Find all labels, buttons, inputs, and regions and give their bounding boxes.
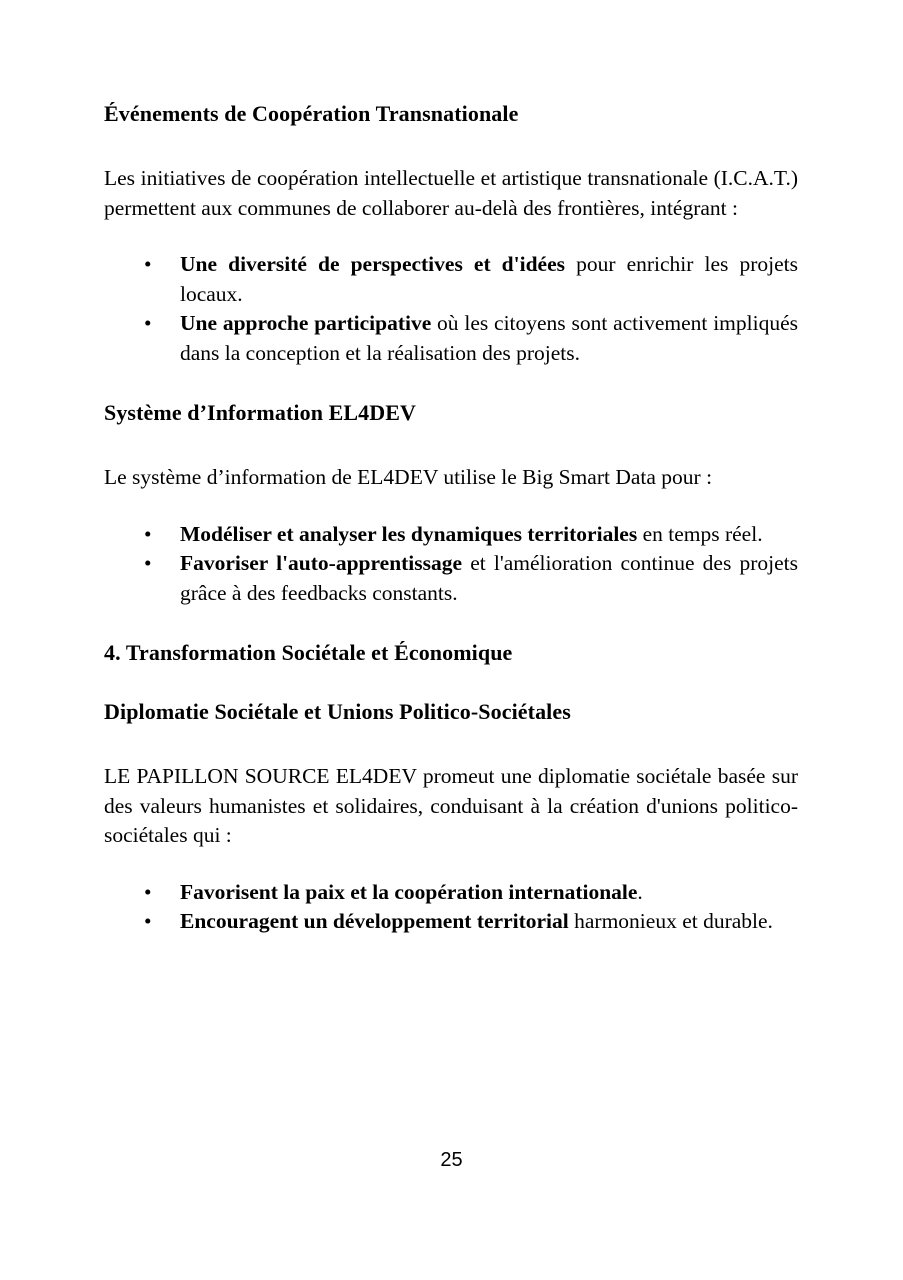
list-item-bold-text: Encouragent un développement territorial xyxy=(180,909,569,933)
bullet-icon: • xyxy=(144,311,152,335)
list-item-text: en temps réel. xyxy=(637,521,763,546)
spacer xyxy=(104,851,798,878)
list-item-bold-text: Modéliser et analyser les dynamiques territoriales xyxy=(180,521,638,546)
list-item-bold-text: Une approche participative xyxy=(180,311,432,335)
list-item xyxy=(104,520,798,550)
bullet-list-diplomatie xyxy=(104,878,798,937)
bullet-list-systeme xyxy=(104,520,798,609)
page-content xyxy=(104,100,798,937)
paragraph-diplomatie: LE PAPILLON SOURCE EL4DEV promeut une diplomatie sociétale basée sur des valeurs humanistes et solidaires, conduisant à la création d'unions politico-sociétales qui : xyxy=(104,764,798,847)
list-item xyxy=(104,907,798,937)
spacer xyxy=(104,608,798,639)
list-item xyxy=(104,878,798,908)
bullet-icon: • xyxy=(144,521,152,546)
list-item xyxy=(104,549,798,608)
heading-systeme-information: Système d’Information EL4DEV xyxy=(104,400,417,425)
heading-evenements-cooperation: Événements de Coopération Transnationale xyxy=(104,101,519,126)
list-item-text: pour enrichir les projets locaux. xyxy=(180,252,798,306)
paragraph-systeme: Le système d’information de EL4DEV utilise le Big Smart Data pour : xyxy=(104,465,713,489)
heading-diplomatie-societale: Diplomatie Sociétale et Unions Politico-Sociétales xyxy=(104,699,571,724)
list-item xyxy=(104,250,798,309)
bullet-icon: • xyxy=(144,909,152,933)
list-item-bold-text: Favoriser l'auto-apprentissage xyxy=(180,551,463,575)
list-item xyxy=(104,309,798,368)
list-item-text: harmonieux et durable. xyxy=(568,909,773,933)
bullet-list-icat xyxy=(104,250,798,368)
spacer xyxy=(104,427,798,463)
spacer xyxy=(104,128,798,164)
paragraph-icat: Les initiatives de coopération intellectuelle et artistique transnationale (I.C.A.T.) permettent aux communes de collaborer au-delà des frontières, intégrant : xyxy=(104,166,798,220)
page-number: 25 xyxy=(440,1149,463,1171)
bullet-icon: • xyxy=(144,252,152,276)
heading-section-4-transformation: 4. Transformation Sociétale et Économique xyxy=(104,640,513,665)
spacer xyxy=(104,667,798,698)
spacer xyxy=(104,368,798,399)
list-item-text: . xyxy=(637,879,643,904)
list-item-bold-text: Une diversité de perspectives et d'idées xyxy=(180,252,565,276)
list-item-text: où les citoyens sont activement impliqués dans la conception et la réalisation des projets. xyxy=(180,311,799,365)
spacer xyxy=(104,726,798,762)
spacer xyxy=(104,493,798,520)
list-item-text: et l'amélioration continue des projets grâce à des feedbacks constants. xyxy=(180,551,798,605)
spacer xyxy=(104,223,798,250)
list-item-bold-text: Favorisent la paix et la coopération internationale xyxy=(180,879,638,904)
bullet-icon: • xyxy=(144,551,152,575)
bullet-icon: • xyxy=(144,879,152,904)
